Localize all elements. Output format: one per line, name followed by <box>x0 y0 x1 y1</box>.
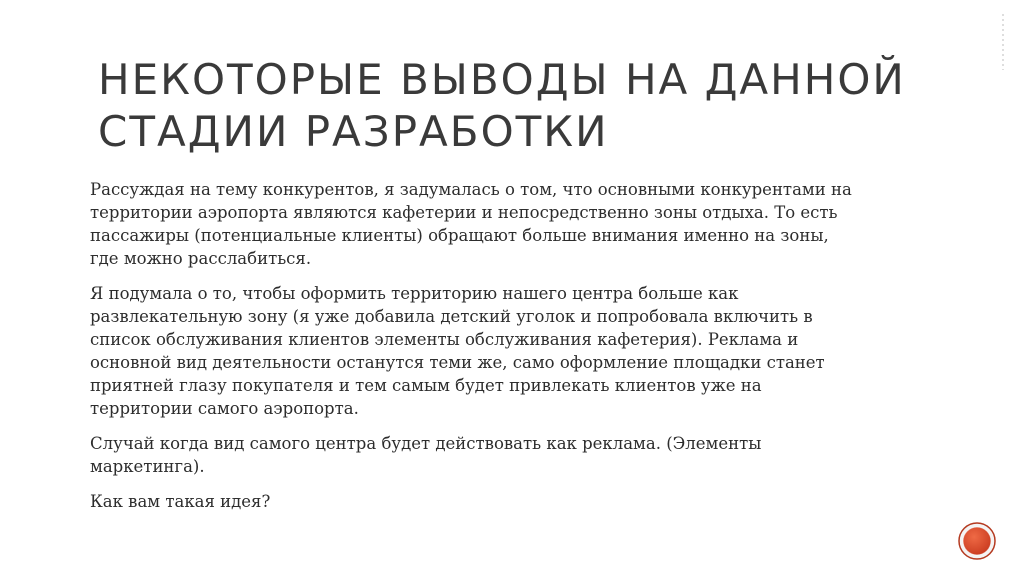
text-line: Как вам такая идея? <box>90 492 271 511</box>
slide-title-line: СТАДИИ РАЗРАБОТКИ <box>98 107 609 156</box>
text-line: Рассуждая на тему конкурентов, я задумалась о том, что основными конкурентами на <box>90 180 852 199</box>
text-line: территории аэропорта являются кафетерии и непосредственно зоны отдыха. То есть <box>90 203 838 222</box>
slide-title-line: НЕКОТОРЫЕ ВЫВОДЫ НА ДАННОЙ <box>98 55 906 104</box>
slide-body <box>90 178 920 525</box>
text-line: список обслуживания клиентов элементы обслуживания кафетерия). Реклама и <box>90 330 799 349</box>
text-line: основной вид деятельности останутся теми же, само оформление площадки станет <box>90 353 825 372</box>
text-line: развлекательную зону (я уже добавила детский уголок и попробовала включить в <box>90 307 813 326</box>
slide-title <box>98 54 958 158</box>
text-line: где можно расслабиться. <box>90 249 312 268</box>
text-line: приятней глазу покупателя и тем самым будет привлекать клиентов уже на <box>90 376 762 395</box>
body-paragraph <box>90 282 920 420</box>
body-paragraph <box>90 432 920 478</box>
text-line: Случай когда вид самого центра будет действовать как реклама. (Элементы <box>90 434 762 453</box>
next-slide-button[interactable] <box>958 522 996 560</box>
text-line: пассажиры (потенциальные клиенты) обращают больше внимания именно на зоны, <box>90 226 829 245</box>
circle-next-slide-icon <box>958 522 996 560</box>
body-paragraph <box>90 178 920 270</box>
text-line: маркетинга). <box>90 457 205 476</box>
body-paragraph <box>90 490 920 513</box>
text-line: Я подумала о то, чтобы оформить территорию нашего центра больше как <box>90 284 739 303</box>
text-line: территории самого аэропорта. <box>90 399 359 418</box>
vertical-dashed-line-icon <box>1002 14 1004 70</box>
